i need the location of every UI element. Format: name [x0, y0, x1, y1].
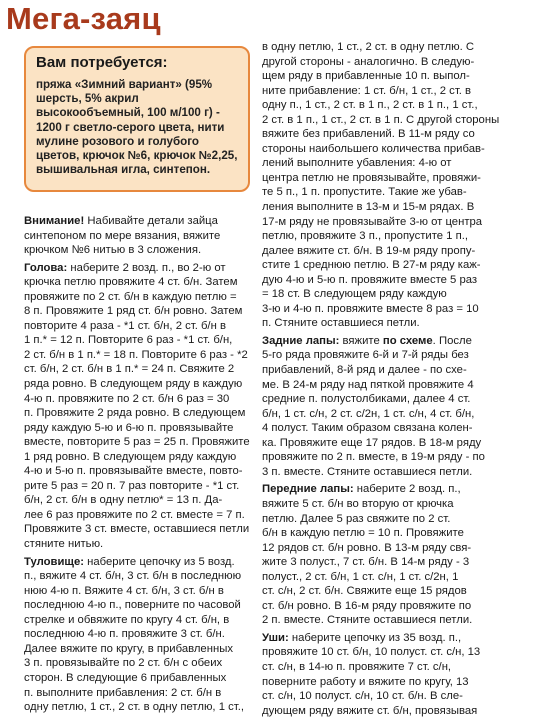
text-line — [262, 660, 530, 675]
section-heading: Передние лапы: — [262, 483, 354, 496]
body-text: дую 4-ю и 5-ю п. провяжите вместе 5 раз — [262, 273, 478, 286]
body-text: п. Стяните оставшиеся петли. — [262, 317, 420, 330]
text-line — [262, 407, 530, 422]
text-line — [262, 599, 530, 614]
text-line — [262, 675, 530, 690]
body-text: 1 п.* = 12 п. Повторите 6 раз - *1 ст. б/н, — [24, 334, 233, 347]
body-text: стороны наибольшего количества прибав- — [262, 142, 485, 155]
body-text: Далее вяжите по кругу, в прибавленных — [24, 642, 233, 655]
text-line — [24, 464, 260, 479]
body-text: крючка петлю провяжите 4 ст. б/н. Затем — [24, 276, 238, 289]
body-text: провяжите по 2 ст. б/н в каждую петлю = — [24, 290, 237, 303]
text-line — [262, 421, 530, 436]
body-text: щем ряду в прибавленные 10 п. выпол- — [262, 70, 470, 83]
body-text: 4-ю п. провяжите по 2 ст. б/н 6 раз = 30 — [24, 392, 230, 405]
text-line — [24, 656, 260, 671]
body-text: = 18 ст. В следующем ряду каждую — [262, 288, 447, 301]
text-line — [24, 642, 260, 657]
body-text: 4 полуст. Таким образом связана колен- — [262, 422, 473, 435]
text-line — [262, 613, 530, 628]
body-text: стрелке и обвяжите по кругу 4 ст. б/н, в — [24, 613, 230, 626]
body-text: ст. с/н, в 14-ю п. провяжите 7 ст. с/н, — [262, 660, 452, 673]
body-text: жите 3 полуст., 7 ст. б/н. В 14-м ряду - 3 — [262, 556, 470, 569]
body-text: 2 ст. в 1 п., 1 ст., 2 ст. в 1 п. С другой стороны — [262, 113, 500, 126]
body-text: наберите цепочку из 35 возд. п., — [288, 631, 462, 644]
text-line — [24, 686, 260, 701]
text-line — [262, 215, 530, 230]
text-line — [24, 584, 260, 599]
text-line — [24, 671, 260, 686]
body-text: петлю, провяжите 3 п., пропустите 1 п., — [262, 230, 468, 243]
text-line — [24, 348, 260, 363]
text-line — [262, 156, 530, 171]
text-line — [262, 142, 530, 157]
text-line — [262, 584, 530, 599]
body-text: провяжите по 2 п. вместе, в 19-м ряду - по — [262, 451, 485, 464]
body-text: средние п. полустолбиками, далее 4 ст. — [262, 393, 471, 406]
body-text: 3 п. вместе. Стяните оставшиеся петли. — [262, 465, 473, 478]
body-text: Провяжите 3 ст. вместе, оставшиеся петли — [24, 523, 250, 536]
body-text: провяжите 10 ст. б/н, 10 полуст. ст. с/н, 13 — [262, 646, 481, 659]
section-heading: по схеме — [382, 334, 433, 347]
text-line — [262, 512, 530, 527]
text-line — [262, 348, 530, 363]
body-text: ме. В 24-м ряду над пяткой провяжите 4 — [262, 378, 474, 391]
body-text: ряду каждую 5-ю и 6-ю п. провязывайте — [24, 421, 234, 434]
page-title: Мега-заяц — [6, 1, 161, 36]
text-line — [262, 378, 530, 393]
body-text: б/н в каждую петлю = 10 п. Провяжите — [262, 527, 464, 540]
text-line — [262, 631, 530, 646]
body-text: в одну петлю, 1 ст., 2 ст. в одну петлю. С — [262, 41, 475, 53]
text-line — [262, 570, 530, 585]
body-text: 2 п. вместе. Стяните оставшиеся петли. — [262, 614, 473, 627]
body-text: последнюю 4-ю п. провяжите 3 ст. б/н. — [24, 628, 225, 641]
text-line — [262, 302, 530, 317]
body-text: лее 6 раз провяжите по 2 ст. вместе = 7 п. — [24, 508, 245, 521]
body-text: вяжите без прибавлений. В 11-м ряду со — [262, 128, 475, 141]
materials-box — [24, 46, 250, 192]
text-line — [262, 555, 530, 570]
materials-text: пряжа «Зимний вариант» (95% шерсть, 5% акрил высокообъемный, 100 м/100 г) - 1200 г светло-серого цвета, нити мулине розового и голубого цветов, крючок №6, крючок №2,25, вышивальная игла, синтепон. — [36, 78, 238, 177]
text-line — [262, 113, 530, 128]
text-line — [24, 304, 260, 319]
text-line — [262, 127, 530, 142]
body-text: ст. б/н ровно. В 16-м ряду провяжите по — [262, 599, 472, 612]
text-line — [24, 569, 260, 584]
text-line — [262, 185, 530, 200]
body-text: рите 5 раз = 20 п. 7 раз повторите - *1 ст. — [24, 479, 240, 492]
body-text: 3 п. провязывайте по 2 ст. б/н с обеих — [24, 657, 223, 670]
text-line — [24, 555, 260, 570]
text-line — [262, 316, 530, 331]
text-line — [24, 229, 260, 244]
body-text: 1 ряд ровно. В следующем ряду каждую — [24, 450, 237, 463]
text-line — [24, 214, 260, 229]
body-text: 3-ю и 4-ю п. провяжите вместе 8 раз = 10 — [262, 302, 479, 315]
body-text: поверните работу и вяжите по кругу, 13 — [262, 675, 469, 688]
text-line — [262, 55, 530, 70]
text-line — [24, 406, 260, 421]
body-text: 8 п. Провяжите 1 ряд ст. б/н ровно. Затем — [24, 305, 243, 318]
body-text: повторите 4 раза - *1 ст. б/н, 2 ст. б/н в — [24, 319, 226, 332]
body-text: стяните нитью. — [24, 538, 104, 551]
body-text: наберите 2 возд. п., — [353, 483, 461, 496]
body-text: нюю 4-ю п. Вяжите 4 ст. б/н, 3 ст. б/н в — [24, 584, 224, 597]
text-line — [24, 598, 260, 613]
text-line — [24, 479, 260, 494]
text-line — [24, 613, 260, 628]
section-heading: Задние лапы: — [262, 334, 340, 347]
text-line — [24, 421, 260, 436]
text-line — [262, 40, 530, 55]
body-text: п. Провяжите 2 ряда ровно. В следующем — [24, 407, 246, 420]
body-text: ст. с/н, 2 ст. б/н. Свяжите еще 15 рядов — [262, 585, 467, 598]
text-line — [262, 497, 530, 512]
text-line — [262, 704, 530, 718]
text-line — [262, 526, 530, 541]
body-text: ст. с/н, 10 полуст. с/н, 10 ст. б/н. В сле- — [262, 690, 463, 703]
body-text: б/н, 2 ст. б/н в одну петлю* = 13 п. Да- — [24, 494, 223, 507]
text-line — [262, 98, 530, 113]
section-heading: Внимание! — [24, 215, 85, 227]
body-text: 12 рядов ст. б/н ровно. В 13-м ряду свя- — [262, 541, 472, 554]
body-text: наберите 2 возд. п., во 2-ю от — [67, 261, 226, 274]
body-text: полуст., 2 ст. б/н, 1 ст. с/н, 1 ст. с/2н, 1 — [262, 570, 459, 583]
text-line — [24, 333, 260, 348]
body-text: б/н, 1 ст. с/н, 2 ст. с/2н, 1 ст. с/н, 4 ст. б/н, — [262, 407, 475, 420]
body-text: вяжите — [339, 334, 383, 347]
body-text: прибавлений, 8-й ряд и далее - по схе- — [262, 364, 467, 377]
text-line — [262, 244, 530, 259]
text-line — [24, 275, 260, 290]
section-heading: Уши: — [262, 631, 289, 644]
text-line — [262, 84, 530, 99]
text-line — [24, 627, 260, 642]
text-line — [262, 258, 530, 273]
body-text: 2 ст. б/н в 1 п.* = 18 п. Повторите 6 раз - *2 — [24, 348, 248, 361]
body-text: 4-ю и 5-ю п. провязывайте вместе, повто- — [24, 465, 243, 478]
text-line — [24, 537, 260, 552]
text-line — [262, 334, 530, 349]
body-text: те 5 п., 1 п. пропустите. Такие же убав- — [262, 186, 467, 199]
body-text: ряда ровно. В следующем ряду в каждую — [24, 378, 243, 391]
text-line — [262, 689, 530, 704]
text-line — [24, 522, 260, 537]
body-text: . После — [432, 334, 472, 347]
body-text: одну петлю, 1 ст., 2 ст. в одну петлю, 1 ст., — [24, 701, 244, 714]
text-line — [24, 261, 260, 276]
text-line — [262, 229, 530, 244]
text-line — [24, 700, 260, 715]
text-line — [24, 319, 260, 334]
body-text: дующем ряду вяжите ст. б/н, провязывая — [262, 704, 478, 717]
text-line — [24, 450, 260, 465]
section-heading: Туловище: — [24, 555, 84, 568]
text-line — [262, 273, 530, 288]
text-line — [24, 508, 260, 523]
body-text: 17-м ряду не провязывайте 3-ю от центра — [262, 215, 483, 228]
text-line — [24, 435, 260, 450]
body-text: другой стороны - аналогично. В следую- — [262, 55, 475, 68]
body-text: вместе, повторите 5 раз = 25 п. Провяжите — [24, 436, 250, 449]
text-line — [262, 171, 530, 186]
section-heading: Голова: — [24, 261, 68, 274]
body-text: синтепоном по мере вязания, вяжите — [24, 229, 221, 242]
body-text: 5-го ряда провяжите 6-й и 7-й ряды без — [262, 349, 469, 362]
body-text: Набивайте детали зайца — [84, 215, 218, 227]
text-line — [262, 645, 530, 660]
body-text: крючком №6 нитью в 3 сложения. — [24, 244, 202, 257]
body-text: лений выполните убавления: 4-ю от — [262, 157, 452, 170]
text-line — [262, 482, 530, 497]
text-line — [262, 363, 530, 378]
text-line — [24, 362, 260, 377]
body-text: центра петлю не провязывайте, провяжи- — [262, 171, 481, 184]
text-line — [262, 450, 530, 465]
text-line — [262, 436, 530, 451]
body-text: наберите цепочку из 5 возд. — [84, 555, 235, 568]
text-line — [262, 69, 530, 84]
body-text: ните прибавление: 1 ст. б/н, 1 ст., 2 ст. в — [262, 84, 472, 97]
body-text: п. выполните прибавления: 2 ст. б/н в — [24, 686, 222, 699]
body-text: ления выполните в 13-м и 15-м рядах. В — [262, 201, 475, 214]
text-line — [262, 392, 530, 407]
body-text: петлю. Далее 5 раз свяжите по 2 ст. — [262, 512, 451, 525]
body-text: ст. б/н, 2 ст. б/н в 1 п.* = 24 п. Свяжите 2 — [24, 363, 235, 376]
text-line — [262, 541, 530, 556]
text-line — [24, 493, 260, 508]
body-text: далее вяжите ст. б/н. В 19-м ряду пропу- — [262, 244, 476, 257]
body-text: одну п., 1 ст., 2 ст. в 1 п., 2 ст. в 1 п., 1 ст., — [262, 99, 478, 112]
text-line — [24, 290, 260, 305]
text-line — [262, 200, 530, 215]
text-line — [262, 287, 530, 302]
body-text: вяжите 5 ст. б/н во вторую от крючка — [262, 497, 454, 510]
body-text: ка. Провяжите еще 17 рядов. В 18-м ряду — [262, 436, 482, 449]
body-text: стите 1 среднюю петлю. В 27-м ряду каж- — [262, 259, 481, 272]
text-line — [262, 465, 530, 480]
body-text: п., вяжите 4 ст. б/н, 3 ст. б/н в последнюю — [24, 570, 242, 583]
body-text: сторон. В следующие 6 прибавленных — [24, 671, 227, 684]
left-text-column — [24, 214, 260, 715]
materials-heading: Вам потребуется: — [36, 54, 168, 71]
text-line — [24, 377, 260, 392]
text-line — [24, 392, 260, 407]
text-line — [24, 243, 260, 258]
body-text: последнюю 4-ю п., поверните по часовой — [24, 599, 241, 612]
right-text-column — [262, 40, 530, 718]
